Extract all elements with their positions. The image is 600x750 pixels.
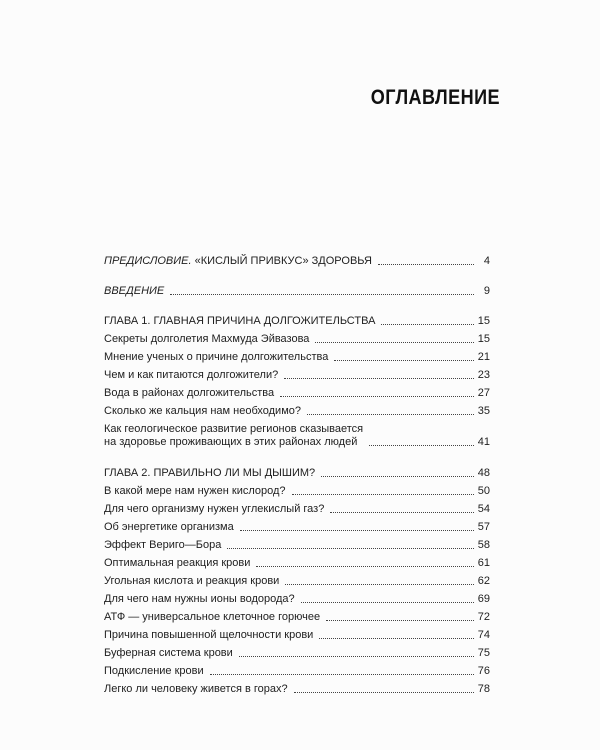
toc-page-number: 62 (477, 575, 490, 587)
toc-page-number: 41 (477, 436, 490, 448)
toc-page-number: 9 (483, 285, 490, 297)
toc-entry-text: ВВЕДЕНИЕ (104, 285, 165, 297)
toc-entry-text: Секреты долголетия Махмуда Эйвазова (104, 333, 310, 345)
toc-leader-dots (334, 360, 473, 361)
toc-leader-dots (284, 378, 474, 379)
toc-entry (104, 557, 490, 570)
toc-page-number: 54 (477, 503, 490, 515)
toc-leader-dots (239, 656, 474, 657)
toc-page-number: 75 (477, 647, 490, 659)
toc-leader-dots (369, 445, 474, 446)
toc-entry (104, 611, 490, 624)
toc-entry-text: Эффект Вериго—Бора (104, 539, 222, 551)
toc-leader-dots (285, 584, 473, 585)
toc-entry (104, 629, 490, 642)
toc-leader-dots (326, 620, 474, 621)
toc-page-number: 69 (477, 593, 490, 605)
toc-entry (104, 503, 490, 516)
toc-leader-dots (315, 342, 473, 343)
toc-page-number: 21 (477, 351, 490, 363)
toc-entry-text: ГЛАВА 2. ПРАВИЛЬНО ЛИ МЫ ДЫШИМ? (104, 467, 316, 479)
toc-entry (104, 575, 490, 588)
toc-page-number: 27 (477, 387, 490, 399)
toc-page-number: 35 (477, 405, 490, 417)
toc-entry (104, 369, 490, 382)
toc-entry (104, 423, 490, 449)
toc-leader-dots (210, 674, 474, 675)
toc-leader-dots (240, 530, 474, 531)
toc-entry-text: Для чего нам нужны ионы водорода? (104, 593, 295, 605)
toc-entry-text: Мнение ученых о причине долгожительства (104, 351, 329, 363)
toc-entry-text: В какой мере нам нужен кислород? (104, 485, 286, 497)
toc-leader-dots (319, 638, 473, 639)
toc-page-number: 15 (477, 333, 490, 345)
toc-entry-text: Как геологическое развитие регионов сказывается на здоровье проживающих в этих районах людей (104, 423, 364, 448)
toc-entry (104, 593, 490, 606)
toc-leader-dots (170, 294, 474, 295)
toc-page-number: 48 (477, 467, 490, 479)
toc-page-number: 74 (477, 629, 490, 641)
toc-entry-text: Легко ли человеку живется в горах? (104, 683, 288, 695)
toc-leader-dots (330, 512, 473, 513)
toc-leader-dots (292, 494, 474, 495)
toc-leader-dots (256, 566, 473, 567)
toc-page-number: 58 (477, 539, 490, 551)
toc-entry-text: Оптимальная реакция крови (104, 557, 251, 569)
toc-entry-text: Подкисление крови (104, 665, 204, 677)
toc-page-number: 72 (477, 611, 490, 623)
toc-entry (104, 405, 490, 418)
toc-entry (104, 467, 490, 480)
toc-page-number: 50 (477, 485, 490, 497)
toc-entry (104, 539, 490, 552)
page-title: ОГЛАВЛЕНИЕ (370, 86, 500, 109)
toc-entry (104, 665, 490, 678)
toc-page-number: 76 (477, 665, 490, 677)
toc-leader-dots (280, 396, 474, 397)
toc-entry (104, 387, 490, 400)
toc-leader-dots (301, 602, 474, 603)
toc-entry-text: Причина повышенной щелочности крови (104, 629, 314, 641)
toc-entry-text: Чем и как питаются долгожители? (104, 369, 279, 381)
toc-entry-text: ПРЕДИСЛОВИЕ. «КИСЛЫЙ ПРИВКУС» ЗДОРОВЬЯ (104, 255, 372, 267)
toc-entry (104, 285, 490, 298)
toc-leader-dots (381, 324, 473, 325)
toc-page-number: 57 (477, 521, 490, 533)
toc-leader-dots (294, 692, 474, 693)
toc-entry-text: АТФ — универсальное клеточное горючее (104, 611, 321, 623)
toc-page-number: 61 (477, 557, 490, 569)
toc-entry (104, 647, 490, 660)
toc-entry-text: Вода в районах долгожительства (104, 387, 275, 399)
toc-entry (104, 521, 490, 534)
toc-entry-text: Сколько же кальция нам необходимо? (104, 405, 301, 417)
toc-entry (104, 333, 490, 346)
toc-entry-text: Угольная кислота и реакция крови (104, 575, 280, 587)
toc-entry (104, 683, 490, 696)
table-of-contents (104, 255, 490, 696)
toc-entry-text: ГЛАВА 1. ГЛАВНАЯ ПРИЧИНА ДОЛГОЖИТЕЛЬСТВА (104, 315, 376, 327)
toc-leader-dots (321, 476, 474, 477)
toc-leader-dots (227, 548, 473, 549)
toc-page-number: 4 (483, 255, 490, 267)
toc-entry-text: Об энергетике организма (104, 521, 234, 533)
toc-leader-dots (307, 414, 474, 415)
toc-page-number: 23 (477, 369, 490, 381)
toc-leader-dots (378, 264, 474, 265)
toc-entry-text: Буферная система крови (104, 647, 233, 659)
toc-page-number: 78 (477, 683, 490, 695)
toc-entry (104, 255, 490, 268)
toc-entry (104, 485, 490, 498)
toc-entry (104, 315, 490, 328)
toc-entry (104, 351, 490, 364)
toc-entry-text: Для чего организму нужен углекислый газ? (104, 503, 325, 515)
toc-page-number: 15 (477, 315, 490, 327)
